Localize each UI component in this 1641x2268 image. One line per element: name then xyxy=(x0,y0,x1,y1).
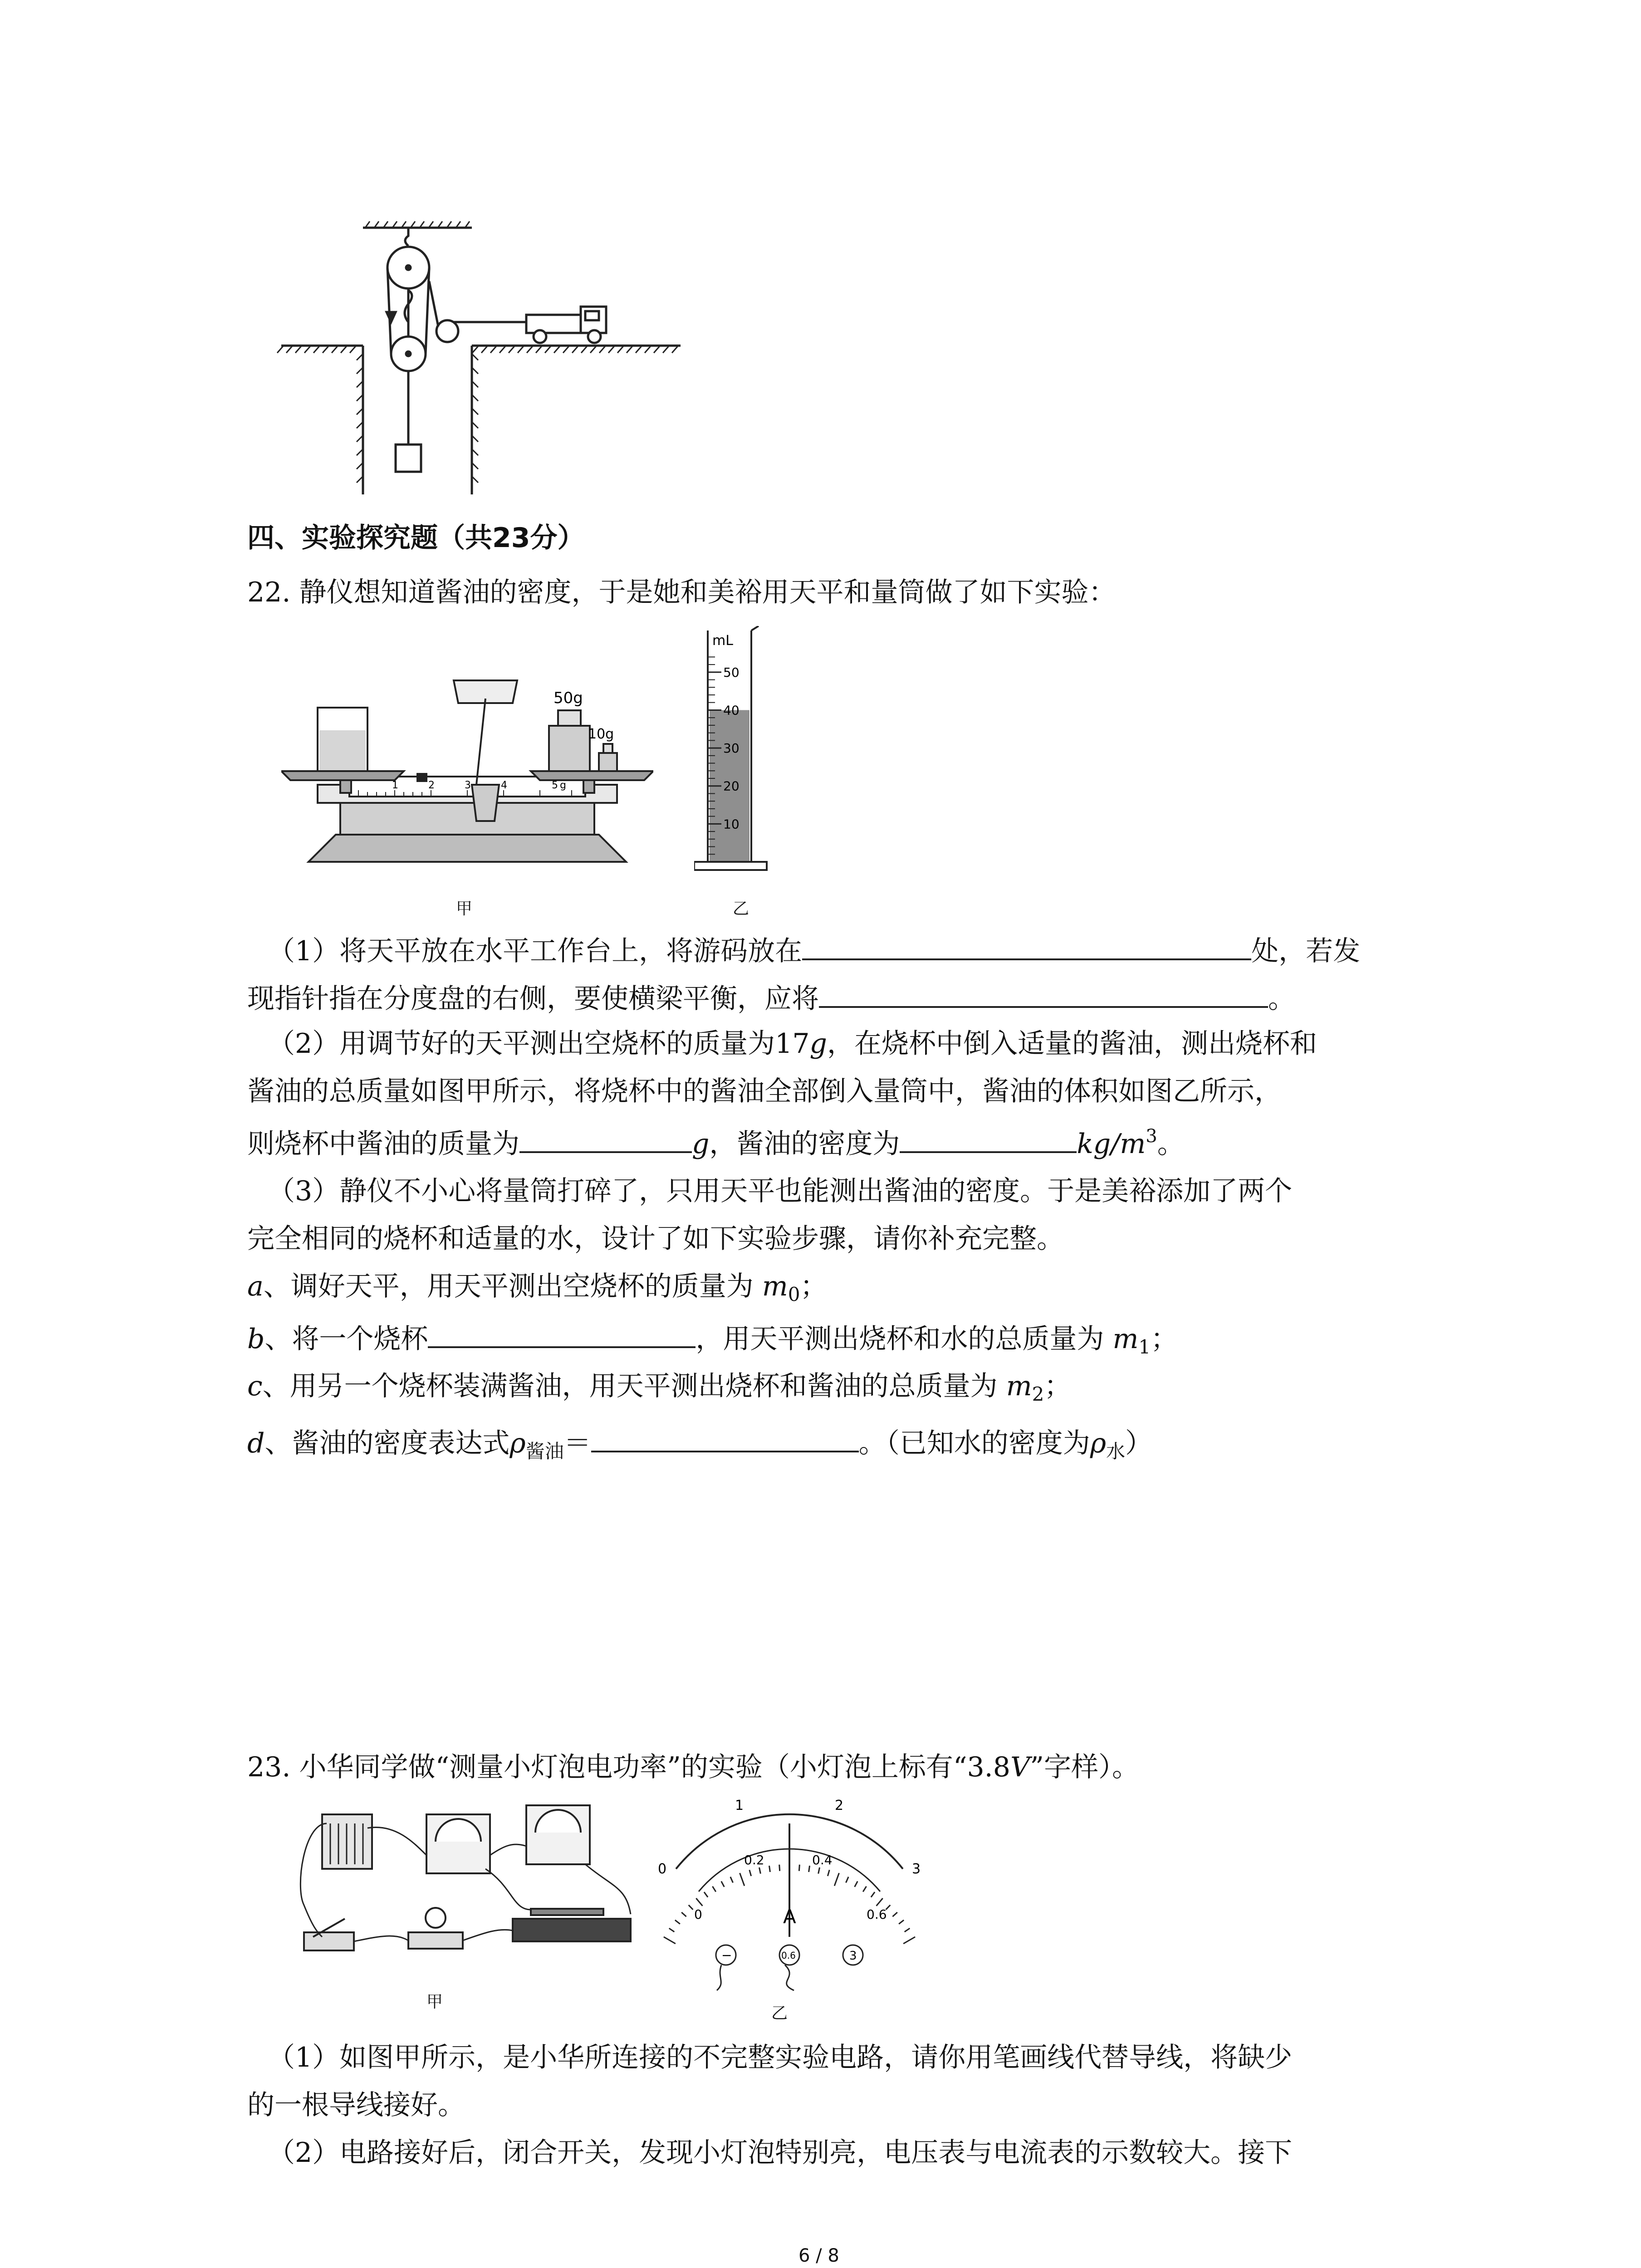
dial-tick xyxy=(779,1865,780,1871)
step-c-end: ； xyxy=(1044,1370,1072,1402)
cylinder-tick-label: 50 xyxy=(723,665,740,680)
dial-tick xyxy=(905,1928,910,1932)
q22-part1-text: （1）将天平放在水平工作台上，将游码放在 xyxy=(268,935,803,967)
q23-part1-line1: （1）如图甲所示，是小华所连接的不完整实验电路，请你用笔画线代替导线，将缺少 xyxy=(268,2042,1293,2073)
circuit-figure xyxy=(277,1796,649,1982)
dial-tick xyxy=(818,1867,820,1874)
balance-scale-4: 4 xyxy=(501,780,507,791)
dial-tick xyxy=(696,1898,702,1906)
dial-tick xyxy=(809,1866,810,1872)
q22-part1-text-end: 处，若发 xyxy=(1251,935,1361,967)
dial-tick xyxy=(749,1870,751,1876)
dial-tick xyxy=(681,1912,686,1916)
graduated-cylinder xyxy=(694,626,785,880)
weight-10g-label: 10g xyxy=(588,726,614,742)
step-c-sub: 2 xyxy=(1032,1383,1044,1405)
dial-tick xyxy=(740,1873,745,1886)
step-d-letter: d xyxy=(247,1427,265,1459)
step-b-var: m xyxy=(1112,1323,1139,1355)
dial-tick xyxy=(863,1887,866,1892)
dial-tick xyxy=(899,1920,904,1924)
dial-tick xyxy=(730,1877,733,1883)
q23-part1-line2: 的一根导线接好。 xyxy=(247,2089,465,2121)
dial-inner-1: 0.2 xyxy=(744,1853,764,1867)
dial-inner-2: 0.4 xyxy=(812,1853,833,1867)
step-b-text2: ，用天平测出烧杯和水的总质量为 xyxy=(696,1323,1113,1355)
dial-outer-1: 1 xyxy=(735,1798,744,1813)
balance-scale-unit: g xyxy=(560,780,566,791)
unit-kg-m: kg/m xyxy=(1077,1128,1146,1160)
balance-figure xyxy=(281,671,653,880)
dial-inner-0: 0 xyxy=(694,1907,702,1922)
q22-part3-line1: （3）静仪不小心将量筒打碎了，只用天平也能测出酱油的密度。于是美裕添加了两个 xyxy=(268,1175,1293,1207)
answer-blank-balance-nut[interactable] xyxy=(819,980,1268,1008)
step-b-text: 、将一个烧杯 xyxy=(265,1323,428,1355)
dial-outer-0: 0 xyxy=(658,1861,667,1877)
q22-part2-line1 xyxy=(268,1027,1317,1060)
section-heading: 四、实验探究题（共23分） xyxy=(247,522,585,554)
terminal-0-6: 0.6 xyxy=(781,1950,796,1961)
step-b-letter: b xyxy=(247,1323,265,1355)
figure-jia-label-23: 甲 xyxy=(426,1993,443,2011)
unit-exponent: 3 xyxy=(1146,1126,1157,1147)
q22-step-a xyxy=(247,1270,828,1306)
q23-stem-text: 23. 小华同学做“测量小灯泡电功率”的实验（小灯泡上标有“3.8 xyxy=(247,1751,1010,1783)
answer-blank-soy-mass[interactable] xyxy=(519,1125,692,1153)
step-c-letter: c xyxy=(247,1370,263,1402)
rho-water-sub: 水 xyxy=(1106,1440,1126,1462)
q22-part2-text-f: ，酱油的密度为 xyxy=(709,1128,900,1160)
balance-scale-1: 1 xyxy=(392,780,398,791)
q22-part1-line2 xyxy=(247,980,1295,1015)
dial-tick xyxy=(903,1937,915,1944)
step-c-text: 、用另一个烧杯装满酱油，用天平测出烧杯和酱油的总质量为 xyxy=(262,1370,1006,1402)
balance-scale-2: 2 xyxy=(428,780,435,791)
q22-part1-text2: 现指针指在分度盘的右侧，要使横梁平衡，应将 xyxy=(247,983,819,1015)
q22-part2-text-d: 则烧杯中酱油的质量为 xyxy=(247,1128,519,1160)
dial-tick xyxy=(871,1892,875,1897)
step-a-var: m xyxy=(762,1271,788,1302)
dial-tick xyxy=(721,1881,725,1887)
dial-tick xyxy=(675,1920,680,1924)
step-b-sub: 1 xyxy=(1138,1336,1151,1358)
cylinder-tick-label: 30 xyxy=(723,741,740,756)
step-a-sub: 0 xyxy=(788,1283,800,1305)
equals-sign: ＝ xyxy=(563,1427,591,1459)
cylinder-tick-label: 10 xyxy=(723,816,740,832)
balance-scale-5: 5 xyxy=(552,780,558,791)
dial-tick xyxy=(855,1881,858,1887)
q22-part2-period: 。 xyxy=(1157,1128,1185,1160)
q22-step-c xyxy=(247,1370,1071,1406)
q22-part2-text-b: ，在烧杯中倒入适量的酱油，测出烧杯和 xyxy=(827,1028,1317,1060)
terminal-minus: − xyxy=(721,1948,732,1963)
q22-part2-line3 xyxy=(247,1125,1185,1160)
cylinder-tick-label: 40 xyxy=(723,703,740,718)
step-c-var: m xyxy=(1006,1370,1032,1402)
step-a-end: ； xyxy=(800,1271,828,1302)
dial-symbol: A xyxy=(783,1906,796,1928)
q22-step-d xyxy=(247,1424,1152,1463)
dial-tick xyxy=(712,1887,715,1892)
ammeter-dial xyxy=(649,1783,939,1991)
cylinder-tick-label: 20 xyxy=(723,778,740,794)
dial-tick xyxy=(846,1877,848,1883)
answer-blank-fill-water[interactable] xyxy=(428,1320,696,1348)
q23-part2-line1: （2）电路接好后，闭合开关，发现小灯泡特别亮，电压表与电流表的示数较大。接下 xyxy=(268,2137,1293,2169)
rho-symbol: ρ xyxy=(509,1427,526,1459)
balance-scale-3: 3 xyxy=(465,780,471,791)
unit-v: V xyxy=(1010,1751,1030,1783)
figure-jia-label: 甲 xyxy=(456,899,473,918)
q22-part1-line1 xyxy=(268,932,1360,968)
dial-outer-3: 3 xyxy=(912,1861,921,1877)
q22-part3-line2: 完全相同的烧杯和适量的水，设计了如下实验步骤，请你补充完整。 xyxy=(247,1223,1064,1255)
dial-tick xyxy=(704,1892,708,1897)
question-22-stem: 22. 静仪想知道酱油的密度，于是她和美裕用天平和量筒做了如下实验： xyxy=(247,577,1116,608)
question-23-stem xyxy=(247,1751,1139,1784)
dial-inner-3: 0.6 xyxy=(867,1907,887,1922)
answer-blank-rider-position[interactable] xyxy=(802,932,1251,960)
q22-part1-period: 。 xyxy=(1268,983,1295,1015)
dial-tick xyxy=(877,1898,883,1906)
answer-blank-density-expression[interactable] xyxy=(591,1424,859,1452)
dial-tick xyxy=(759,1867,760,1874)
q23-stem-end: ”字样）。 xyxy=(1030,1751,1139,1783)
step-b-end: ； xyxy=(1151,1323,1178,1355)
step-d-end: ） xyxy=(1125,1427,1153,1459)
rho-symbol-water: ρ xyxy=(1090,1427,1106,1459)
unit-g: g xyxy=(809,1028,827,1060)
dial-tick xyxy=(834,1873,839,1886)
weight-50g-label: 50g xyxy=(554,689,583,707)
dial-tick xyxy=(664,1937,676,1944)
q22-part2-line2: 酱油的总质量如图甲所示，将烧杯中的酱油全部倒入量筒中，酱油的体积如图乙所示， xyxy=(247,1075,1282,1107)
step-a-letter: a xyxy=(247,1271,264,1302)
step-a-text: 、调好天平，用天平测出空烧杯的质量为 xyxy=(263,1271,762,1302)
terminal-3: 3 xyxy=(849,1949,857,1963)
pulley-truck-figure xyxy=(272,218,690,499)
step-d-text: 、酱油的密度表达式 xyxy=(265,1427,510,1459)
q22-part2-text: （2）用调节好的天平测出空烧杯的质量为17 xyxy=(268,1028,810,1060)
dial-tick xyxy=(689,1905,693,1910)
dial-tick xyxy=(828,1870,829,1876)
step-d-text2: 。（已知水的密度为 xyxy=(858,1427,1090,1459)
answer-blank-soy-density[interactable] xyxy=(900,1125,1077,1153)
dial-tick xyxy=(769,1866,770,1872)
figure-yi-label: 乙 xyxy=(733,899,749,918)
dial-tick xyxy=(669,1928,675,1932)
unit-g-2: g xyxy=(692,1128,710,1160)
page-number: 6 / 8 xyxy=(798,2245,839,2266)
dial-outer-2: 2 xyxy=(835,1798,844,1813)
cylinder-unit: mL xyxy=(712,633,733,649)
rho-soy-sub: 酱油 xyxy=(525,1440,564,1462)
dial-tick xyxy=(892,1912,897,1916)
figure-yi-label-23: 乙 xyxy=(771,2004,788,2023)
q22-step-b xyxy=(247,1320,1178,1359)
